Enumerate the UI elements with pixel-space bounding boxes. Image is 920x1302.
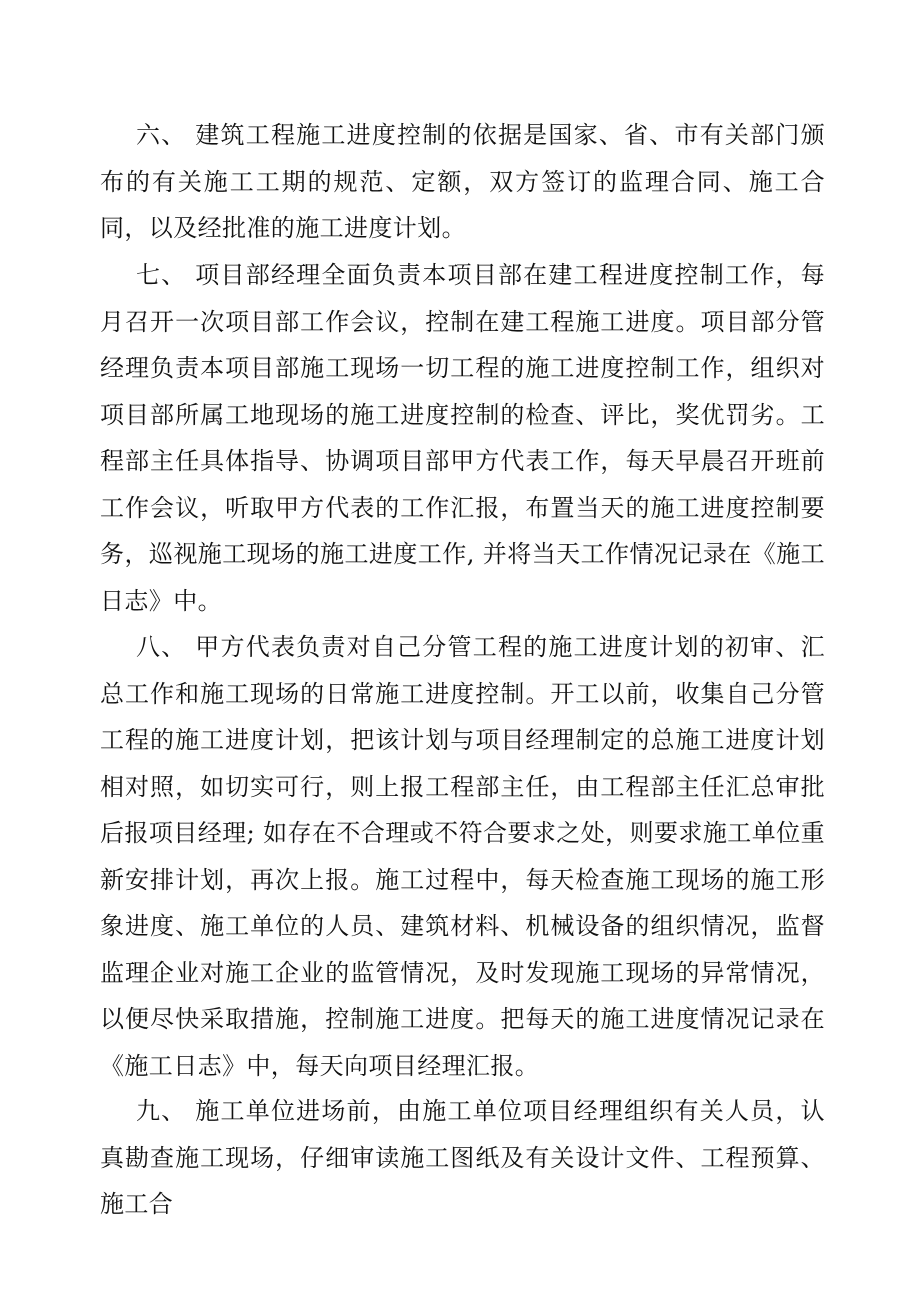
paragraph-seven: 七、 项目部经理全面负责本项目部在建工程进度控制工作，每月召开一次项目部工作会议，控制在建工程施工进度。项目部分管经理负责本项目部施工现场一切工程的施工进度控制工作，组织对项目部所属工地现场的施工进度控制的检查、评比，奖优罚劣。工程部主任具体指导、协调项目部甲方代表工作，每天早晨召开班前工作会议，听取甲方代表的工作汇报，布置当天的施工进度控制要务，巡视施工现场的施工进度工作, 并将当天工作情况记录在《施工日志》中。 (100, 261, 825, 615)
paragraph-six: 六、 建筑工程施工进度控制的依据是国家、省、市有关部门颁布的有关施工工期的规范、定额，双方签订的监理合同、施工合同，以及经批准的施工进度计划。 (100, 121, 825, 242)
paragraph-eight: 八、 甲方代表负责对自己分管工程的施工进度计划的初审、汇总工作和施工现场的日常施工进度控制。开工以前，收集自己分管工程的施工进度计划，把该计划与项目经理制定的总施工进度计划相对照，如切实可行，则上报工程部主任，由工程部主任汇总审批后报项目经理; 如存在不合理或不符合要求之处，则要求施工单位重新安排计划，再次上报。施工过程中，每天检查施工现场的施工形象进度、施工单位的人员、建筑材料、机械设备的组织情况，监督监理企业对施工企业的监管情况，及时发现施工现场的异常情况，以便尽快采取措施，控制施工进度。把每天的施工进度情况记录在《施工日志》中，每天向项目经理汇报。 (100, 633, 825, 1080)
paragraph-nine: 九、 施工单位进场前，由施工单位项目经理组织有关人员，认真勘查施工现场，仔细审读施工图纸及有关设计文件、工程预算、施工合 (100, 1097, 825, 1218)
